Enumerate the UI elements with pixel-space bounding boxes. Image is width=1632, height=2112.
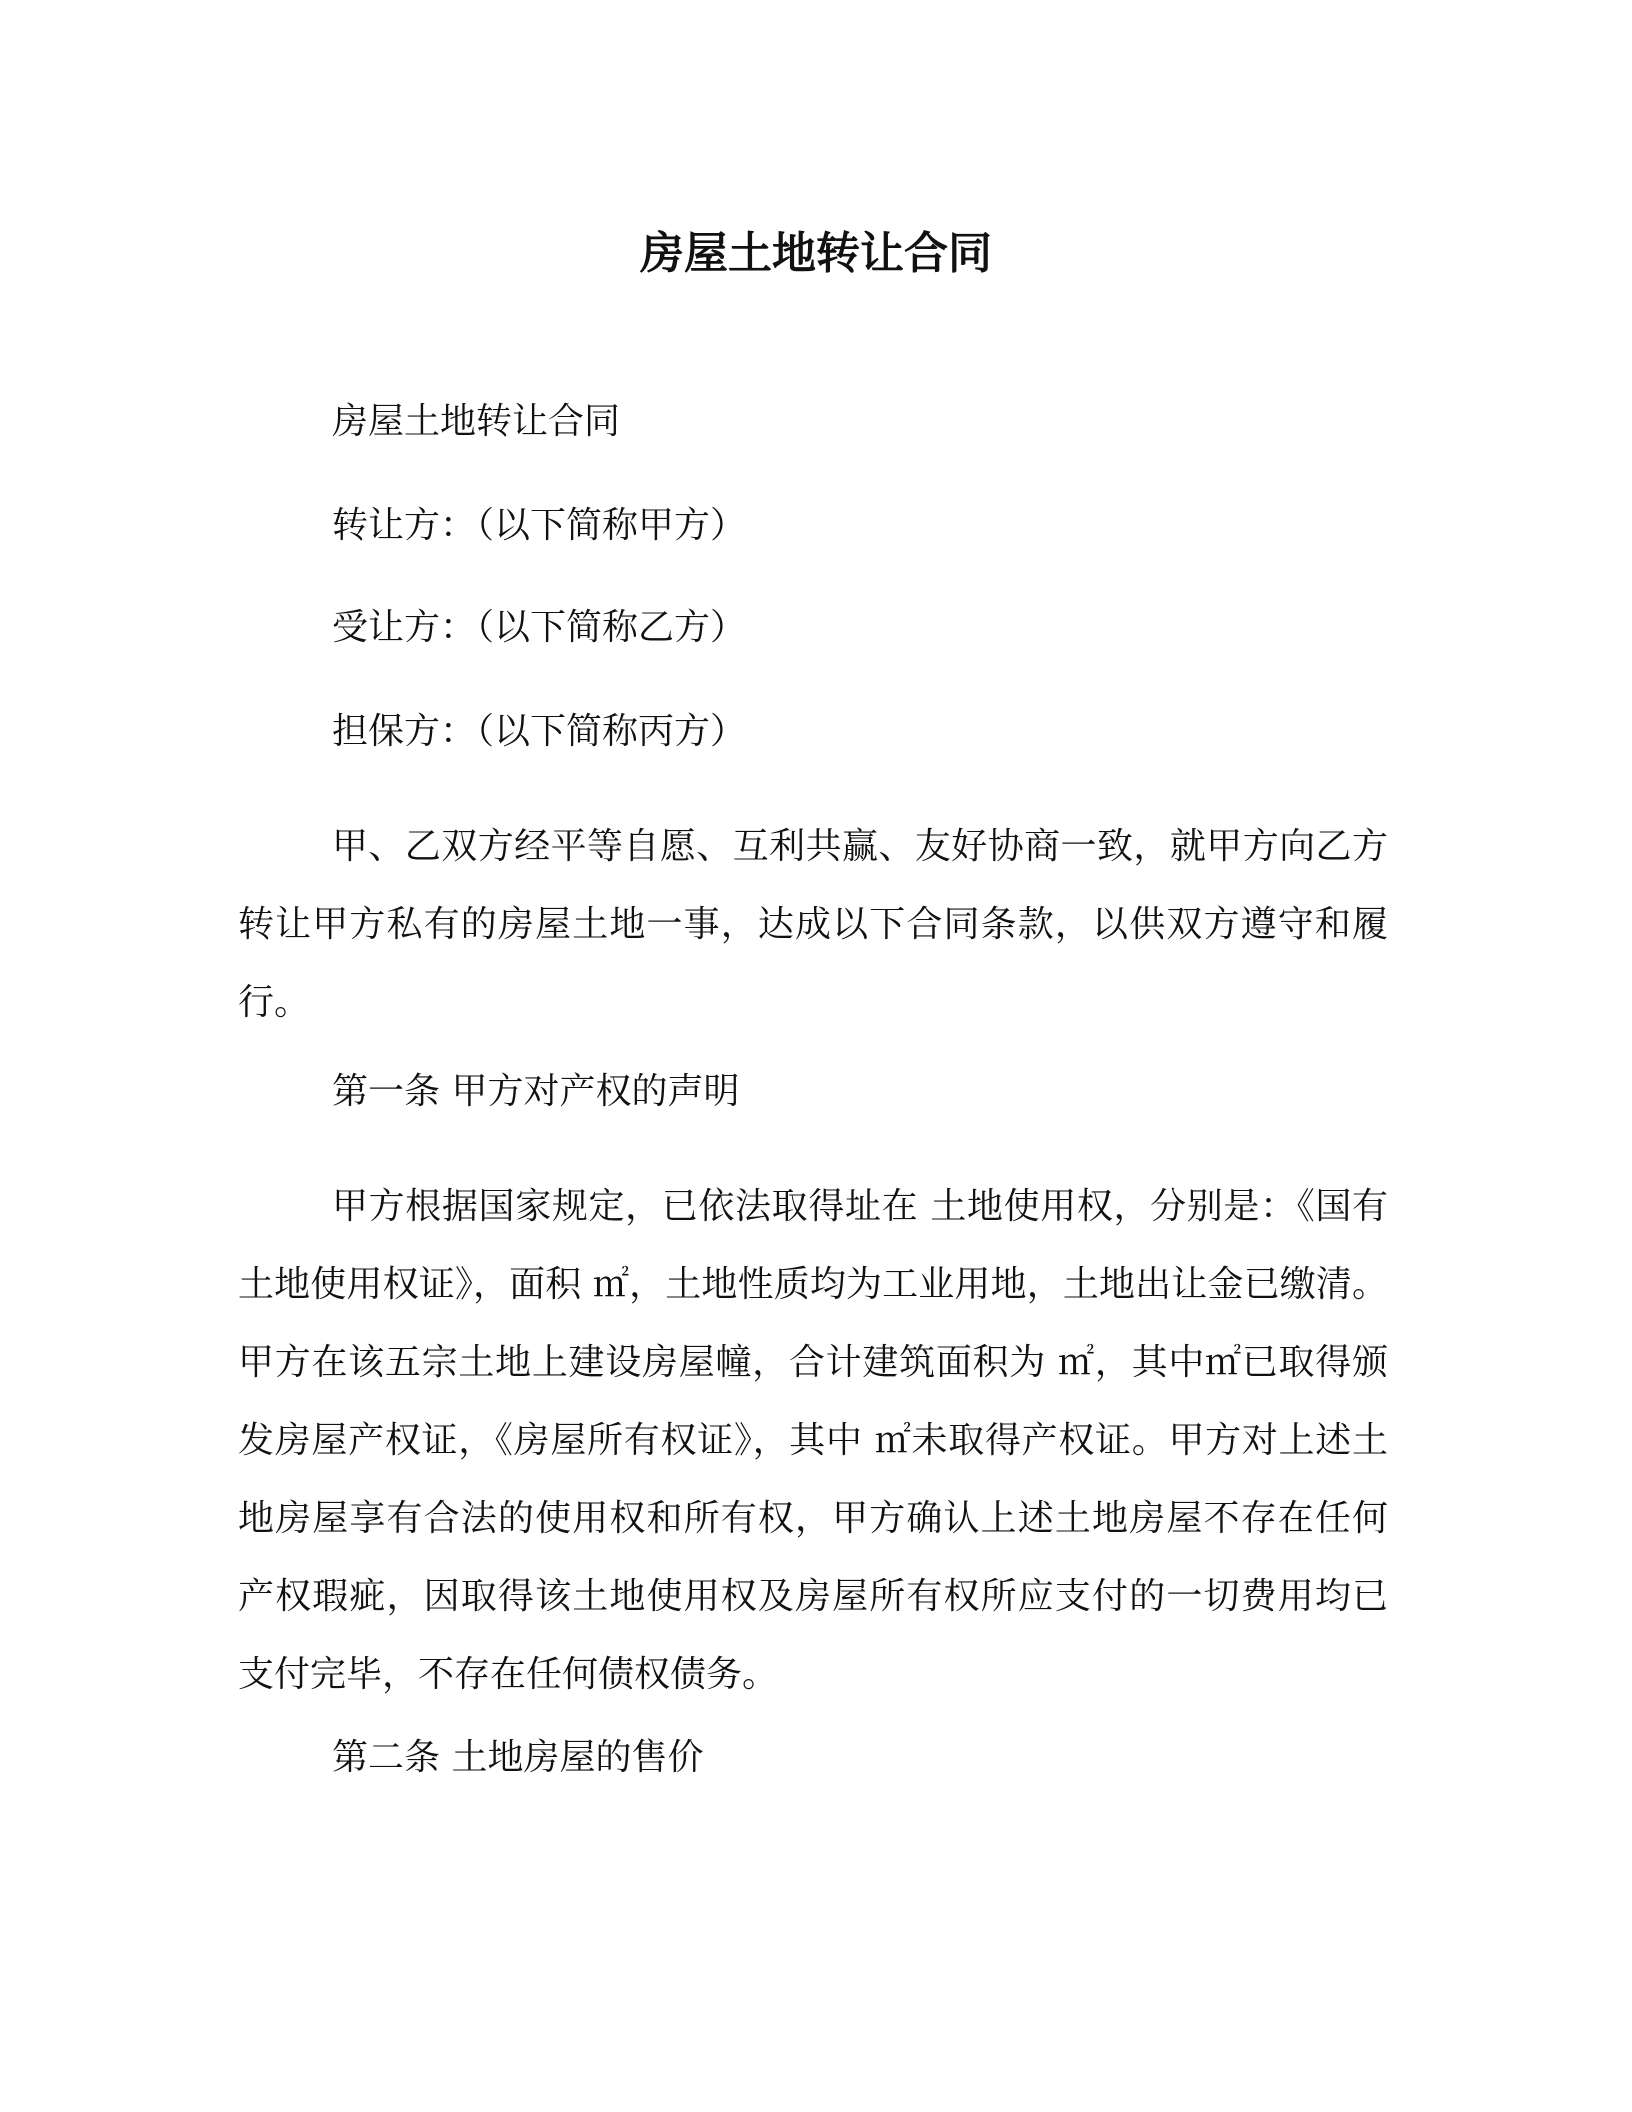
transferor-line: 转让方：（以下简称甲方） (332, 505, 747, 546)
article-1-heading: 第一条 甲方对产权的声明 (332, 1071, 740, 1112)
preamble-paragraph: 甲、乙双方经平等自愿、互利共赢、友好协商一致，就甲方向乙方转让甲方私有的房屋土地一事，达成以下合同条款，以供双方遵守和履行。 (238, 826, 1388, 1023)
contract-subtitle: 房屋土地转让合同 (332, 401, 621, 442)
article-1-body: 甲方根据国家规定，已依法取得址在 土地使用权，分别是：《国有土地使用权证》，面积 ㎡，土地性质均为工业用地，土地出让金已缴清。甲方在该五宗土地上建设房屋幢，合计建筑面积为 ㎡，其中㎡已取得颁发房屋产权证，《房屋所有权证》，其中 ㎡未取得产权证。甲方对上述土地房屋享有合法的使用权和所有权，甲方确认上述土地房屋不存在任何产权瑕疵，因取得该土地使用权及房屋所有权所应支付的一切费用均已支付完毕，不存在任何债权债务。 (238, 1186, 1388, 1695)
document-title: 房屋土地转让合同 (640, 228, 992, 279)
transferee-line: 受让方：（以下简称乙方） (332, 607, 747, 648)
guarantor-line: 担保方：（以下简称丙方） (332, 711, 747, 752)
article-2-heading: 第二条 土地房屋的售价 (332, 1737, 704, 1778)
